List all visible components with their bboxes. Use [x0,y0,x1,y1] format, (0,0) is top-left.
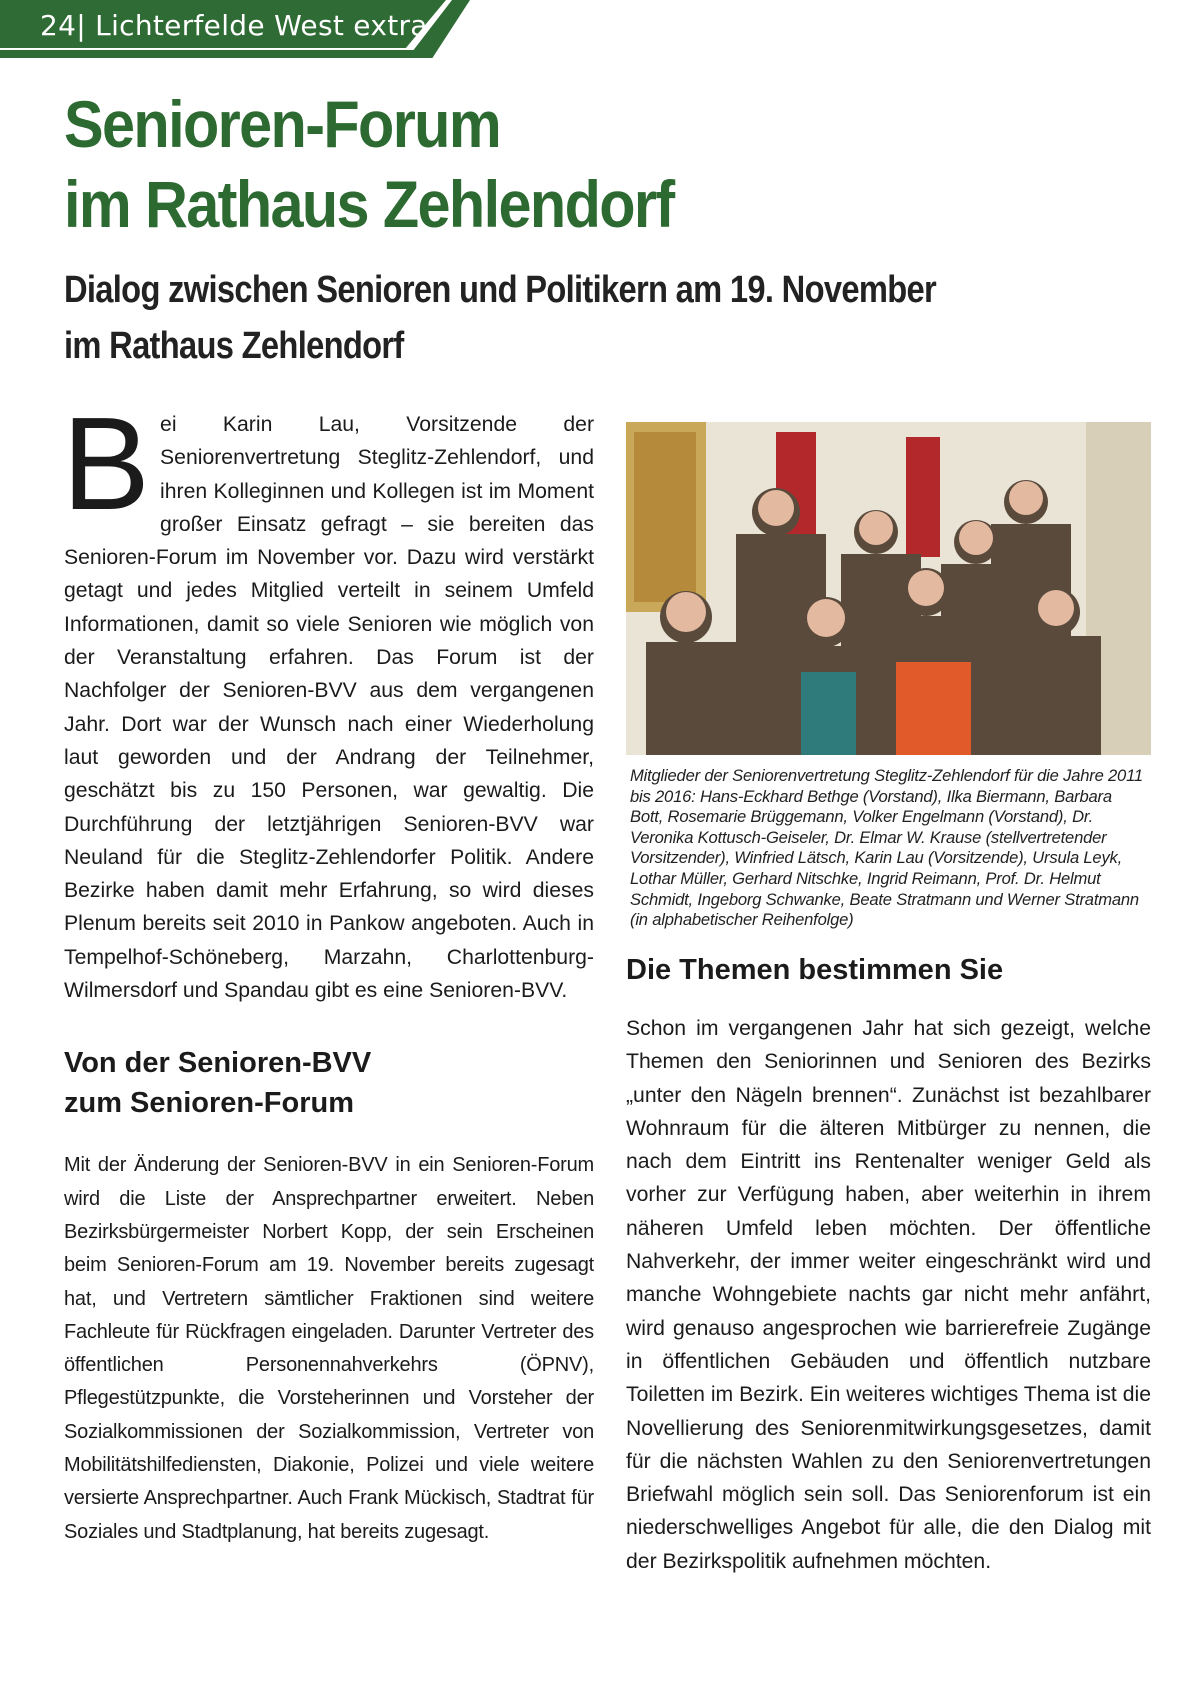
article-title [64,84,1036,244]
intro-paragraph [62,390,594,1007]
section-header [40,9,428,42]
section-name: Lichterfelde West extra [95,9,428,42]
page-number: 24 [40,9,77,42]
title-line-1: Senioren-Forum [64,87,501,161]
group-photo-image [626,422,1151,755]
drop-cap: B [62,390,151,537]
title-line-2: im Rathaus Zehlendorf [64,167,674,241]
photo-caption: Mitglieder der Seniorenvertretung Steglitz-Zehlendorf für die Jahre 2011 bis 2016: Hans-Eckhard Bethge (Vorstand), Ilka Biermann, Barbara Bott, Rosemarie Brüggemann, Volker Engelmann (Vorstand), Dr. Veronika Kottusch-Geiseler, Dr. Elmar W. Krause (stellvertretender Vorsitzender), Winfried Lätsch, Karin Lau (Vorsitzende), Ursula Leyk, Lothar Müller, Gerhard Nitschke, Ingrid Reimann, Prof. Dr. Helmut Schmidt, Ingeborg Schwanke, Beate Stratmann und Werner Stratmann (in alphabetischer Reihenfolge) [630,766,1143,930]
section1-paragraph: Mit der Änderung der Senioren-BVV in ein Senioren-Forum wird die Liste der Ansprechpartner erweitert. Neben Bezirksbürgermeister Norbert Kopp, der sein Erscheinen beim Senioren-Forum am 19. November bereits zugesagt hat, und Vertretern sämtlicher Fraktionen sind weitere Fachleute für Rückfragen eingeladen. Darunter Vertreter des öffentlichen Personennahverkehrs (ÖPNV), Pflegestützpunkte, die Vorsteherinnen und Vorsteher der Sozialkommissionen der Sozialkommission, Vertreter von Mobilitätshilfediensten, Diakonie, Polizei und viele weitere versierte Ansprechpartner. Auch Frank Mückisch, Stadtrat für Soziales und Stadtplanung, hat bereits zugesagt. [64,1154,594,1543]
section-heading-themen: Die Themen bestimmen Sie [626,954,1004,986]
header-separator: | [76,9,86,42]
section2-paragraph: Schon im vergangenen Jahr hat sich gezeigt, welche Themen den Seniorinnen und Senioren des Bezirks „unter den Nägeln brennen“. Zunächst ist bezahlbarer Wohnraum für die älteren Mitbürger zu nennen, die nach dem Eintritt ins Rentenalter weniger Geld als vorher zur Verfügung haben, aber weiterhin in ihrem näheren Umfeld leben möchten. Der öffentliche Nahverkehr, der immer weiter eingeschränkt wird und manche Wohngebiete nachts gar nicht mehr anfährt, wird genauso angesprochen wie barrierefreie Zugänge in öffentlichen Gebäuden und öffentlich nutzbare Toiletten im Bezirk. Ein weiteres wichtiges Thema ist die Novellierung des Seniorenmitwirkungsgesetzes, damit für die nächsten Wahlen zu den Seniorenvertretungen Briefwahl möglich sein soll. Das Seniorenforum ist ein niederschwelliges Angebot für alle, die den Dialog mit der Bezirkspolitik aufnehmen möchten. [626,1017,1151,1573]
section1-heading-line-2: zum Senioren-Forum [64,1087,355,1120]
intro-text: ei Karin Lau, Vorsitzende der Seniorenvertretung Steglitz-Zehlendorf, und ihren Kolleginnen und Kollegen ist im Moment großer Einsatz gefragt – sie bereiten das Senioren-Forum im November vor. Dazu wird verstärkt getagt und jedes Mitglied verteilt in seinem Umfeld Informationen, damit so viele Senioren wie möglich von der Veranstaltung erfahren. Das Forum ist der Nachfolger der Senioren-BVV aus dem vergangenen Jahr. Dort war der Wunsch nach einer Wiederholung laut geworden und der Andrang der Teilnehmer, geschätzt bis zu 150 Personen, war gewaltig. Die Durchführung der letztjährigen Senioren-BVV war Neuland für die Steglitz-Zehlendorfer Politik. Andere Bezirke haben damit mehr Erfahrung, so wird dieses Plenum bereits seit 2010 in Pankow angeboten. Auch in Tempelhof-Schöneberg, Marzahn, Charlottenburg-Wilmersdorf und Spandau gibt es eine Senioren-BVV. [64,413,594,1003]
subtitle-line-1: Dialog zwischen Senioren und Politikern am 19. November [64,269,936,311]
left-column [62,390,594,1549]
subtitle-line-2: im Rathaus Zehlendorf [64,325,404,367]
section1-heading-line-1: Von der Senioren-BVV [64,1047,372,1080]
section-heading-senioren-forum [64,1043,594,1123]
group-photo [626,422,1151,755]
right-column [626,950,1151,1578]
article-subtitle [64,262,1079,374]
